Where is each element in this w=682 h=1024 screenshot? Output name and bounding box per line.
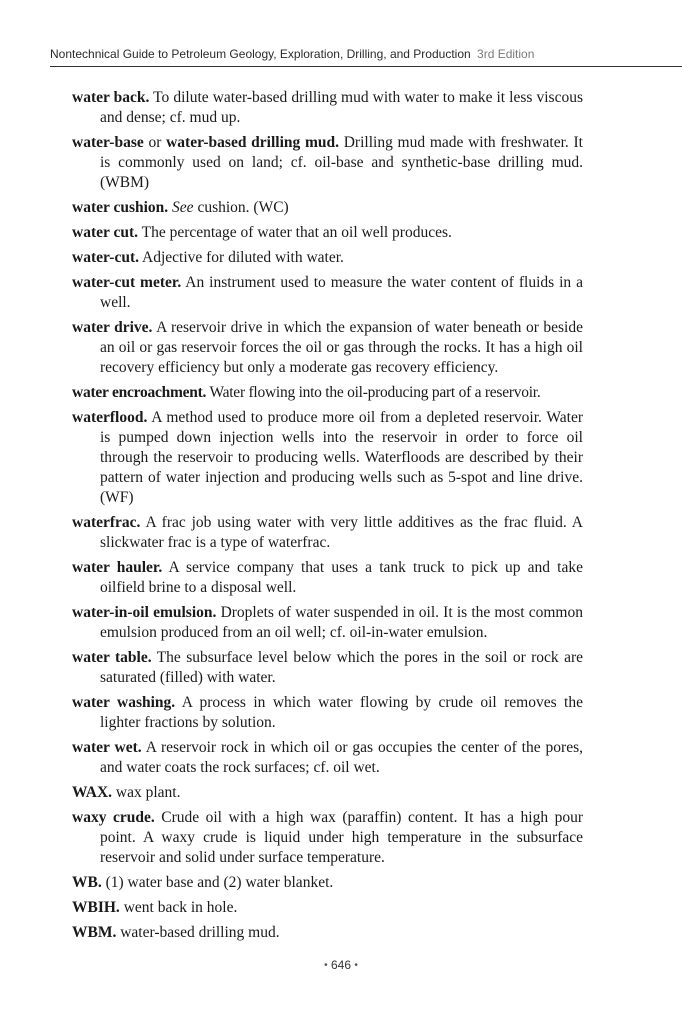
entry-term: WAX.: [72, 784, 113, 801]
entry-term: water table.: [72, 649, 152, 666]
entry-definition: Crude oil with a high wax (paraffin) content. It has a high pour point. A waxy crude is liquid under high temperature in the subsurface reservoir and solid under surface temperature.: [100, 809, 583, 866]
entry-term-alt: water-based drilling mud.: [166, 134, 340, 151]
entry-definition: A frac job using water with very little additives as the frac fluid. A slickwater frac is a type of waterfrac.: [100, 514, 583, 551]
glossary-entry-water-base: [72, 133, 583, 193]
entry-definition: A process in which water flowing by crude oil removes the lighter fractions by solution.: [100, 694, 583, 731]
entry-definition: water-based drilling mud.: [116, 924, 280, 941]
running-header: [50, 47, 682, 61]
entry-term: water hauler.: [72, 559, 163, 576]
entry-definition: An instrument used to measure the water content of fluids in a well.: [100, 274, 583, 311]
glossary-entry-water-cushion: [72, 198, 583, 218]
entry-term: water-in-oil emulsion.: [72, 604, 217, 621]
glossary-entry-water-back: [72, 88, 583, 128]
bullet-left: •: [324, 960, 328, 971]
entry-connector: or: [143, 134, 167, 151]
entry-term: water back.: [72, 89, 150, 106]
entry-definition: Droplets of water suspended in oil. It is the most common emulsion produced from an oil well; cf. oil-in-water emulsion.: [100, 604, 583, 641]
entry-definition: A reservoir rock in which oil or gas occupies the center of the pores, and water coats the rock surfaces; cf. oil wet.: [100, 739, 584, 776]
entry-term: water-cut meter.: [72, 274, 182, 291]
entry-definition: (1) water base and (2) water blanket.: [101, 874, 334, 891]
glossary-entry-water-hauler: [72, 558, 583, 598]
entry-term: water encroachment.: [72, 384, 207, 401]
glossary-entry-wax: [72, 783, 583, 803]
entry-definition: Water flowing into the oil-producing part of a reservoir.: [206, 384, 541, 401]
glossary-entry-water-encroachment: [72, 383, 583, 403]
glossary-entry-water-cut: [72, 223, 583, 243]
page-number-value: 646: [330, 958, 352, 972]
glossary-entry-wbm: [72, 923, 583, 943]
entry-definition: The percentage of water that an oil well produces.: [138, 224, 452, 241]
entry-term: WBM.: [72, 924, 117, 941]
glossary-entry-water-washing: [72, 693, 583, 733]
bullet-right: •: [354, 960, 358, 971]
entry-definition: A method used to produce more oil from a depleted reservoir. Water is pumped down injection wells into the reservoir in order to force oil through the reservoir to producing wells. Waterfloods are described by their pattern of water injection and producing wells such as 5-spot and line drive. (WF): [100, 409, 583, 506]
see-reference: See: [172, 199, 194, 216]
glossary-entry-water-table: [72, 648, 583, 688]
glossary-entry-waterflood: [72, 408, 583, 508]
book-title: Nontechnical Guide to Petroleum Geology, Exploration, Drilling, and Production: [50, 47, 471, 61]
glossary-entry-wb: [72, 873, 583, 893]
entry-term: WB.: [72, 874, 102, 891]
entry-definition: Adjective for diluted with water.: [139, 249, 344, 266]
entry-term: waxy crude.: [72, 809, 155, 826]
glossary-entry-water-cut-meter: [72, 273, 583, 313]
entry-definition: cushion. (WC): [193, 199, 289, 216]
entry-definition: A reservoir drive in which the expansion of water beneath or beside an oil or gas reservoir forces the oil or gas through the rocks. It has a high oil recovery efficiency but only a moderate gas recovery efficiency.: [100, 319, 583, 376]
edition-label: 3rd Edition: [477, 47, 535, 61]
glossary-entries: [72, 88, 583, 948]
entry-term: water drive.: [72, 319, 153, 336]
entry-definition: The subsurface level below which the pores in the soil or rock are saturated (filled) with water.: [100, 649, 583, 686]
entry-definition: To dilute water-based drilling mud with water to make it less viscous and dense; cf. mud up.: [100, 89, 583, 126]
entry-term: water cut.: [72, 224, 138, 241]
header-rule: [50, 66, 682, 67]
entry-definition: Drilling mud made with freshwater. It is commonly used on land; cf. oil-base and synthetic-base drilling mud. (WBM): [100, 134, 583, 191]
entry-definition: A service company that uses a tank truck to pick up and take oilfield brine to a disposal well.: [100, 559, 583, 596]
glossary-entry-water-drive: [72, 318, 583, 378]
glossary-entry-waterfrac: [72, 513, 583, 553]
entry-term: waterfrac.: [72, 514, 141, 531]
entry-term: water washing.: [72, 694, 176, 711]
entry-definition: went back in hole.: [119, 899, 238, 916]
entry-term: water-base: [72, 134, 144, 151]
glossary-entry-wbih: [72, 898, 583, 918]
entry-term: water wet.: [72, 739, 142, 756]
glossary-entry-water-wet: [72, 738, 583, 778]
glossary-entry-water-in-oil-emulsion: [72, 603, 583, 643]
glossary-entry-waxy-crude: [72, 808, 583, 868]
page-number: [0, 958, 682, 972]
entry-term: water-cut.: [72, 249, 139, 266]
entry-term: WBIH.: [72, 899, 120, 916]
entry-term: waterflood.: [72, 409, 148, 426]
entry-term: water cushion.: [72, 199, 169, 216]
glossary-entry-water-cut-adjective: [72, 248, 583, 268]
entry-definition: wax plant.: [112, 784, 181, 801]
